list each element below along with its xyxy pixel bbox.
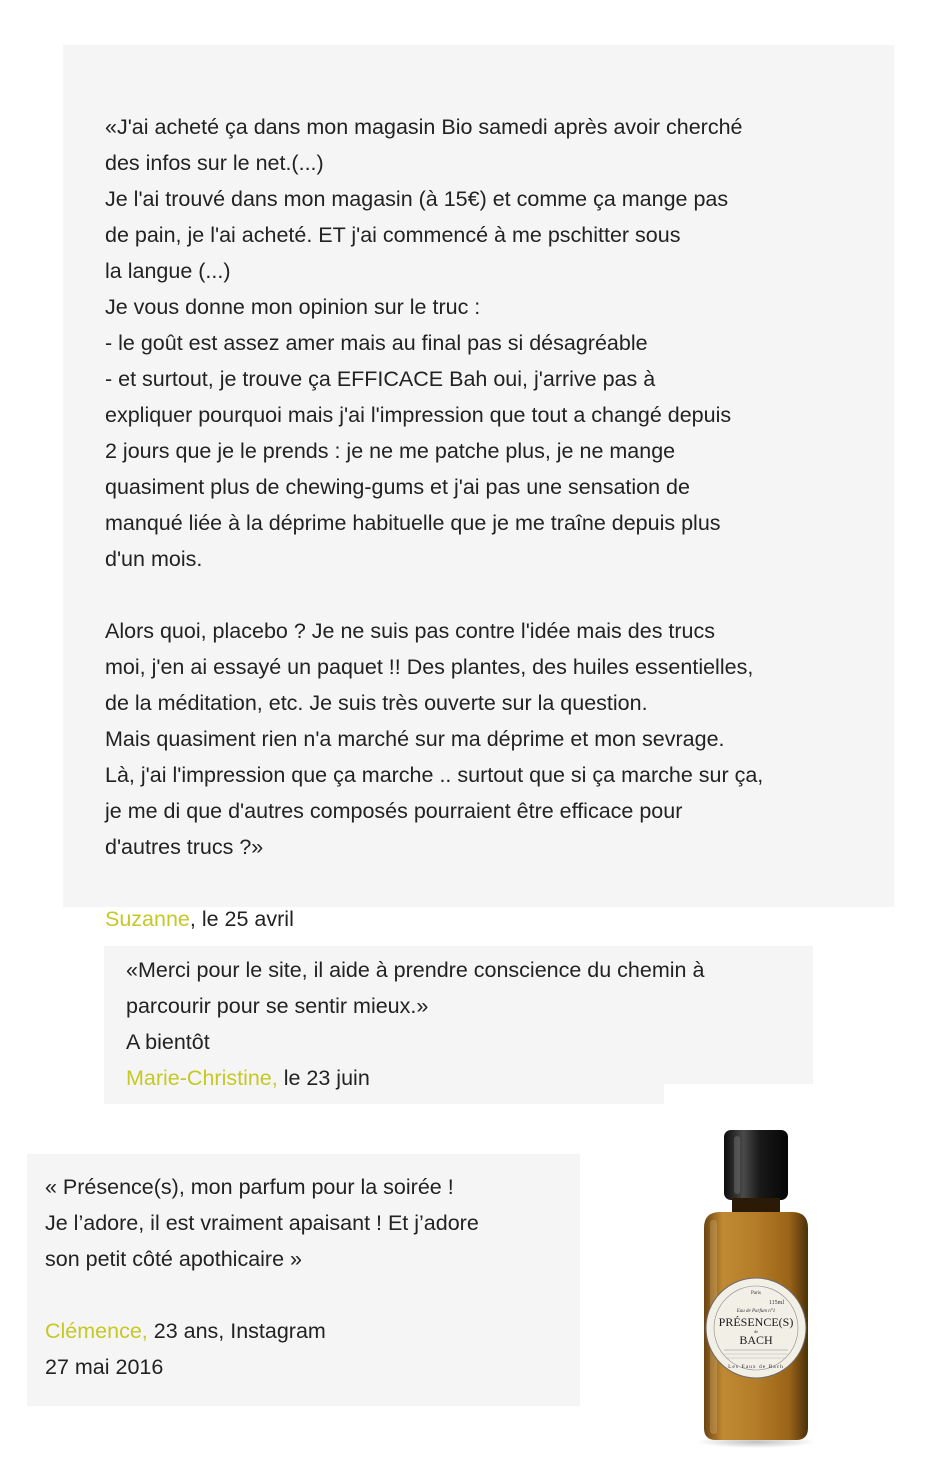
testimonial-signoff: A bientôt [126, 1030, 210, 1054]
label-name-line-1: PRÉSENCE(S) [718, 1315, 794, 1329]
label-city: Paris [751, 1291, 761, 1296]
author-name: Suzanne [105, 907, 190, 931]
testimonial-date: le 23 juin [277, 1066, 370, 1090]
testimonial-signature [126, 1060, 806, 1096]
bottle-cap [724, 1130, 788, 1200]
testimonial-card-marie-christine [104, 946, 813, 1090]
author-name: Clémence, [45, 1319, 148, 1343]
testimonial-signature [45, 1313, 575, 1349]
author-name: Marie-Christine, [126, 1066, 278, 1090]
label-volume: 115ml [768, 1300, 784, 1306]
testimonial-card-clemence [27, 1154, 580, 1406]
testimonial-date: 27 mai 2016 [45, 1355, 164, 1379]
testimonial-paragraph-2: Alors quoi, placebo ? Je ne suis pas contre l'idée mais des trucs moi, j'en ai essayé un paquet !! Des plantes, des huiles essentielles, de la méditation, etc. Je suis très ouverte sur la question. Mais quasiment rien n'a marché sur ma déprime et mon sevrage. Là, j'ai l'impression que ça marche .. surtout que si ça marche sur ça, je me di que d'autres composés pourraient être efficace pour d'autres trucs ?» [105, 619, 764, 859]
perfume-bottle-image [690, 1128, 822, 1450]
testimonial-date: , le 25 avril [189, 907, 294, 931]
label-subtitle: Eau de Parfum n°1 [736, 1309, 776, 1314]
testimonial-paragraph-1: «J'ai acheté ça dans mon magasin Bio samedi après avoir cherché des infos sur le net.(...) Je l'ai trouvé dans mon magasin (à 15€) et comme ça mange pas de pain, je l'ai acheté. ET j'ai commencé à me pschitter sous la langue (...) Je vous donne mon opinion sur le truc : - le goût est assez amer mais au final pas si désagréable - et surtout, je trouve ça EFFICACE Bah oui, j'arrive pas à expliquer pourquoi mais j'ai l'impression que tout a changé depuis 2 jours que je le prends : je ne me patche plus, je ne mange quasiment plus de chewing-gums et j'ai pas une sensation de manqué liée à la déprime habituelle que je me traîne depuis plus d'un mois. [105, 115, 743, 571]
label-name-small: de [753, 1329, 759, 1334]
testimonial-quote: «Merci pour le site, il aide à prendre conscience du chemin à parcourir pour se sentir mieux.» [126, 958, 705, 1018]
author-details: 23 ans, Instagram [147, 1319, 326, 1343]
label-name-line-2: BACH [739, 1333, 773, 1347]
testimonial-card-suzanne [63, 45, 894, 931]
label-house: Les Eaux de Bach [728, 1364, 784, 1370]
testimonial-quote: « Présence(s), mon parfum pour la soirée ! Je l’adore, il est vraiment apaisant ! Et j’adore son petit côté apothicaire » [45, 1175, 479, 1271]
testimonial-signature [105, 901, 890, 937]
